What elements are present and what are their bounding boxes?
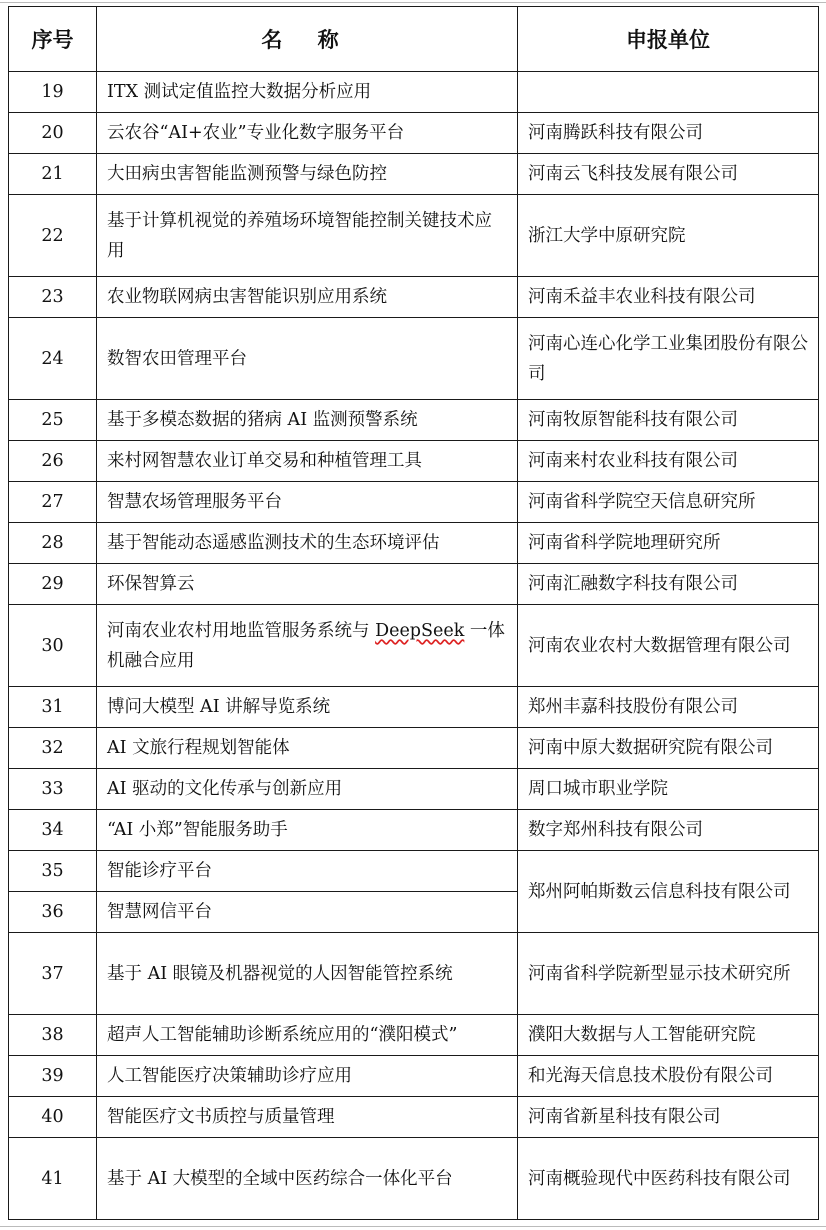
row-number: 24	[9, 318, 97, 400]
table-row	[9, 441, 819, 482]
spellcheck-underline-word: DeepSeek	[375, 620, 465, 641]
applicant-unit: 郑州丰嘉科技股份有限公司	[518, 687, 819, 728]
row-number: 29	[9, 564, 97, 605]
applicant-unit: 郑州阿帕斯数云信息科技有限公司	[518, 851, 819, 933]
row-number: 30	[9, 605, 97, 687]
table-row	[9, 72, 819, 113]
project-name-part: 一体机融合应用	[107, 620, 505, 671]
table-row	[9, 318, 819, 400]
project-name: 博问大模型 AI 讲解导览系统	[97, 687, 518, 728]
project-name-part: 河南农业农村用地监管服务系统与	[107, 620, 376, 641]
table-row	[9, 687, 819, 728]
project-name: 基于计算机视觉的养殖场环境智能控制关键技术应用	[97, 195, 518, 277]
applicant-unit: 河南省科学院地理研究所	[518, 523, 819, 564]
row-number: 39	[9, 1056, 97, 1097]
project-name: 基于 AI 大模型的全域中医药综合一体化平台	[97, 1138, 518, 1220]
row-number: 37	[9, 933, 97, 1015]
table-row	[9, 810, 819, 851]
applicant-unit: 河南省科学院空天信息研究所	[518, 482, 819, 523]
table-row	[9, 400, 819, 441]
table-row	[9, 769, 819, 810]
project-name: 智慧农场管理服务平台	[97, 482, 518, 523]
applicant-unit: 浙江大学中原研究院	[518, 195, 819, 277]
applicant-unit	[518, 72, 819, 113]
project-name: “AI 小郑”智能服务助手	[97, 810, 518, 851]
row-number: 41	[9, 1138, 97, 1220]
row-number: 22	[9, 195, 97, 277]
page-bottom-rule	[0, 1226, 826, 1227]
project-name: ITX 测试定值监控大数据分析应用	[97, 72, 518, 113]
table-row	[9, 195, 819, 277]
project-name: 智慧网信平台	[97, 892, 518, 933]
project-name: 人工智能医疗决策辅助诊疗应用	[97, 1056, 518, 1097]
row-number: 32	[9, 728, 97, 769]
project-name: 智能诊疗平台	[97, 851, 518, 892]
table-header-row	[9, 7, 819, 72]
page-top-rule	[0, 2, 826, 3]
project-name: 智能医疗文书质控与质量管理	[97, 1097, 518, 1138]
table-row	[9, 1097, 819, 1138]
project-name: 数智农田管理平台	[97, 318, 518, 400]
row-number: 31	[9, 687, 97, 728]
row-number: 40	[9, 1097, 97, 1138]
project-name: 大田病虫害智能监测预警与绿色防控	[97, 154, 518, 195]
project-name: 来村网智慧农业订单交易和种植管理工具	[97, 441, 518, 482]
applicant-unit: 河南汇融数字科技有限公司	[518, 564, 819, 605]
row-number: 26	[9, 441, 97, 482]
table-row	[9, 564, 819, 605]
project-name: 基于智能动态遥感监测技术的生态环境评估	[97, 523, 518, 564]
table-row	[9, 482, 819, 523]
header-index: 序号	[9, 7, 97, 72]
table-row	[9, 113, 819, 154]
table-row	[9, 933, 819, 1015]
table-row	[9, 277, 819, 318]
applicant-unit: 河南来村农业科技有限公司	[518, 441, 819, 482]
applicant-unit: 河南省科学院新型显示技术研究所	[518, 933, 819, 1015]
row-number: 25	[9, 400, 97, 441]
row-number: 35	[9, 851, 97, 892]
applicant-unit: 数字郑州科技有限公司	[518, 810, 819, 851]
row-number: 23	[9, 277, 97, 318]
applicant-unit: 河南农业农村大数据管理有限公司	[518, 605, 819, 687]
table-row	[9, 523, 819, 564]
table-row	[9, 1138, 819, 1220]
row-number: 36	[9, 892, 97, 933]
project-name: 基于 AI 眼镜及机器视觉的人因智能管控系统	[97, 933, 518, 1015]
applicant-unit: 河南概验现代中医药科技有限公司	[518, 1138, 819, 1220]
row-number: 21	[9, 154, 97, 195]
applicant-unit: 河南腾跃科技有限公司	[518, 113, 819, 154]
applicant-unit: 河南省新星科技有限公司	[518, 1097, 819, 1138]
table-row	[9, 728, 819, 769]
project-name: AI 文旅行程规划智能体	[97, 728, 518, 769]
table-row	[9, 605, 819, 687]
row-number: 27	[9, 482, 97, 523]
row-number: 34	[9, 810, 97, 851]
applicant-unit: 濮阳大数据与人工智能研究院	[518, 1015, 819, 1056]
project-name: 农业物联网病虫害智能识别应用系统	[97, 277, 518, 318]
header-name: 名 称	[97, 7, 518, 72]
project-table	[8, 6, 819, 1220]
row-number: 19	[9, 72, 97, 113]
row-number: 20	[9, 113, 97, 154]
row-number: 28	[9, 523, 97, 564]
project-name	[97, 605, 518, 687]
table-row	[9, 851, 819, 892]
table-row	[9, 1015, 819, 1056]
applicant-unit: 和光海天信息技术股份有限公司	[518, 1056, 819, 1097]
project-name: 基于多模态数据的猪病 AI 监测预警系统	[97, 400, 518, 441]
project-name: 环保智算云	[97, 564, 518, 605]
project-name: 云农谷“AI+农业”专业化数字服务平台	[97, 113, 518, 154]
project-name: AI 驱动的文化传承与创新应用	[97, 769, 518, 810]
applicant-unit: 河南中原大数据研究院有限公司	[518, 728, 819, 769]
applicant-unit: 河南云飞科技发展有限公司	[518, 154, 819, 195]
table-row	[9, 1056, 819, 1097]
header-unit: 申报单位	[518, 7, 819, 72]
applicant-unit: 河南牧原智能科技有限公司	[518, 400, 819, 441]
applicant-unit: 周口城市职业学院	[518, 769, 819, 810]
row-number: 33	[9, 769, 97, 810]
row-number: 38	[9, 1015, 97, 1056]
applicant-unit: 河南禾益丰农业科技有限公司	[518, 277, 819, 318]
applicant-unit: 河南心连心化学工业集团股份有限公司	[518, 318, 819, 400]
project-name: 超声人工智能辅助诊断系统应用的“濮阳模式”	[97, 1015, 518, 1056]
table-row	[9, 154, 819, 195]
